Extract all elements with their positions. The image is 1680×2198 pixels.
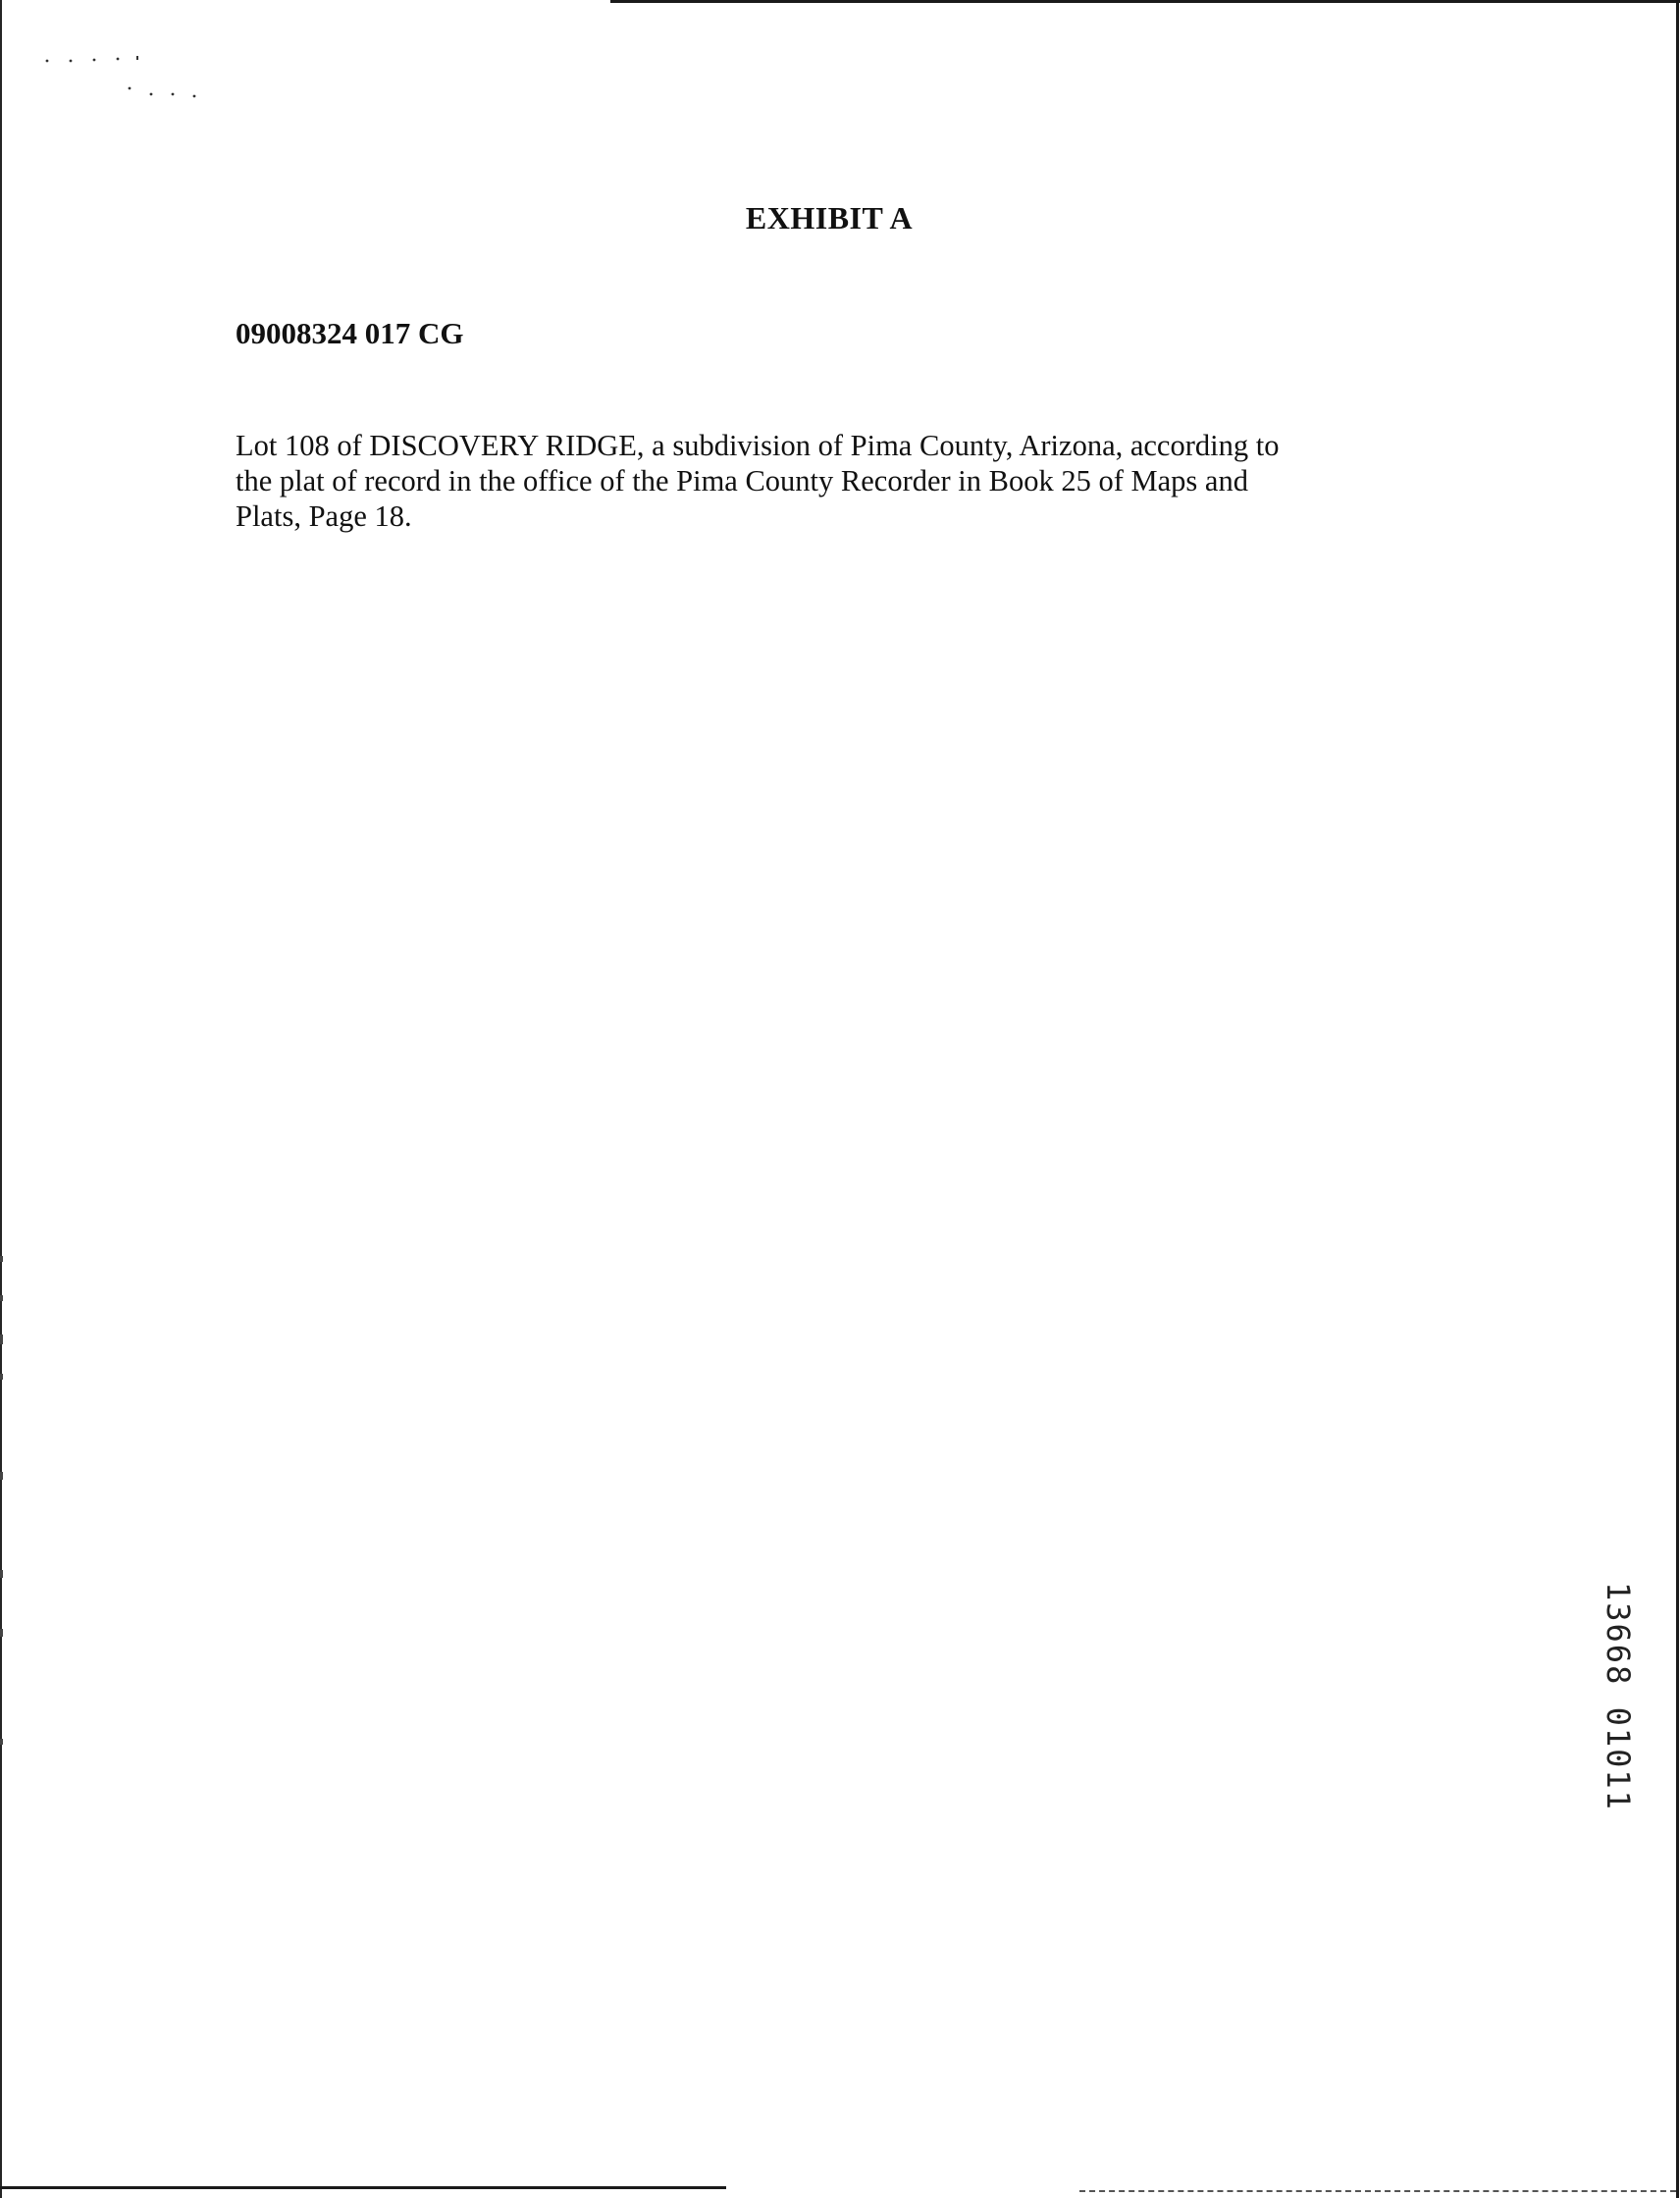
legal-description-line: Plats, Page 18. <box>236 499 412 533</box>
scan-edge-bottom-dashed <box>1079 2190 1676 2192</box>
scan-noise-marks <box>39 51 236 110</box>
scan-edge-top <box>610 0 1680 3</box>
recording-stamp <box>1600 1582 1645 1857</box>
exhibit-title: EXHIBIT A <box>745 200 914 236</box>
scan-edge-ticks <box>0 1178 6 1766</box>
recording-stamp-number: 13668 01011 <box>1600 1582 1637 1811</box>
scan-edge-bottom <box>0 2186 726 2189</box>
legal-description-line: Lot 108 of DISCOVERY RIDGE, a subdivision of Pima County, Arizona, according to <box>236 429 1280 462</box>
parcel-number: 09008324 017 CG <box>236 316 464 350</box>
legal-description <box>236 428 1433 534</box>
scan-edge-right <box>1676 0 1679 2198</box>
legal-description-line: the plat of record in the office of the Pima County Recorder in Book 25 of Maps and <box>236 464 1248 497</box>
scan-edge-left <box>0 0 2 2198</box>
